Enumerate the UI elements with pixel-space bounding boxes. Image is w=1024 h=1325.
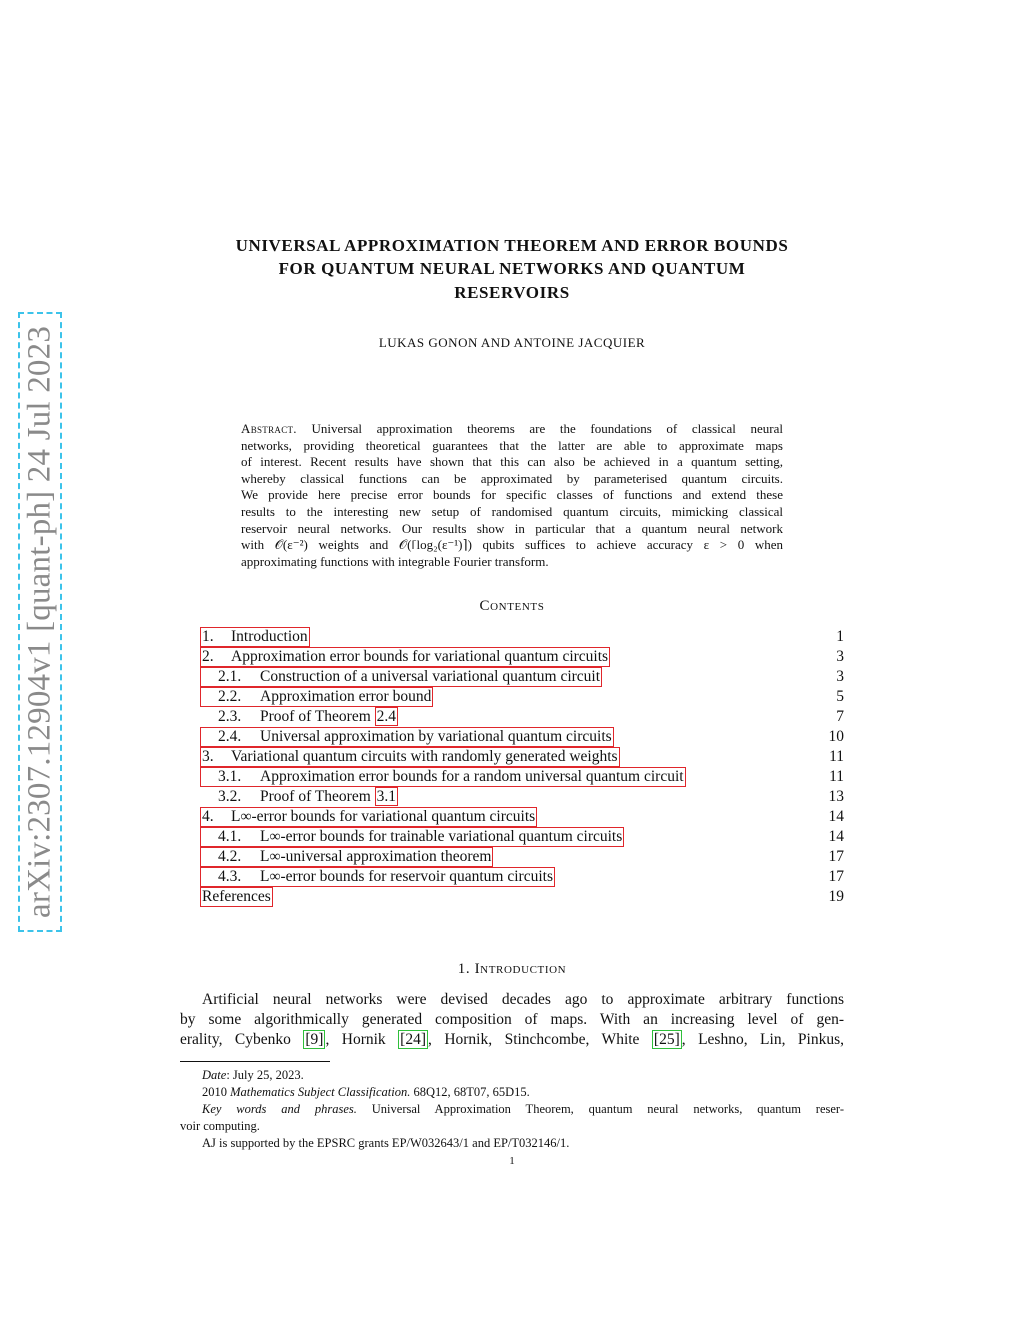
toc-entry (200, 827, 844, 847)
footnote-keywords-text: Universal Approximation Theorem, quantum neural networks, quantum reser- (356, 1102, 844, 1116)
toc-number: 2. (202, 648, 214, 665)
arxiv-identifier-stamp[interactable] (18, 312, 62, 932)
footnote-date (202, 1067, 866, 1084)
toc-link[interactable] (200, 667, 602, 687)
toc-title: Universal approximation by variational quantum circuits (260, 728, 612, 745)
toc-link[interactable] (200, 827, 624, 847)
citation-link[interactable]: [9] (305, 1031, 324, 1048)
toc-link[interactable] (200, 867, 555, 887)
toc-page-number: 17 (828, 868, 844, 885)
citation-link[interactable]: [25] (653, 1031, 680, 1048)
toc-link[interactable] (200, 727, 614, 747)
abstract-line: approximating functions with integrable Fourier transform. (241, 554, 549, 569)
toc-entry (200, 807, 844, 827)
toc-number: 2.3. (218, 708, 242, 725)
toc-page-number: 11 (829, 768, 844, 785)
toc-number: 4. (202, 808, 214, 825)
author-list: LUKAS GONON AND ANTOINE JACQUIER (378, 335, 646, 350)
toc-title: Approximation error bounds for variational quantum circuits (231, 648, 609, 665)
toc-entry (200, 787, 844, 807)
toc-entry-text (218, 787, 398, 807)
toc-page-number: 1 (836, 628, 844, 645)
body-text-line: Artificial neural networks were devised decades ago to approximate arbitrary functions (202, 991, 844, 1008)
toc-link[interactable] (200, 747, 620, 767)
body-text-fragment: erality, Cybenko (180, 1031, 304, 1048)
section-heading-introduction: 1. Introduction (457, 961, 567, 977)
toc-number: 4.2. (218, 848, 242, 865)
footnote-divider (180, 1061, 330, 1062)
toc-title: Introduction (231, 628, 308, 645)
footnote-msc-value: 68Q12, 68T07, 65D15. (410, 1085, 530, 1099)
toc-title: Approximation error bound (260, 688, 432, 705)
abstract-line: reservoir neural networks. Our results show in particular that a quantum neural network (241, 521, 783, 536)
toc-entry (200, 627, 844, 647)
toc-link[interactable] (200, 647, 610, 667)
toc-page-number: 10 (828, 728, 844, 745)
toc-number: 2.2. (218, 688, 242, 705)
toc-entry (200, 687, 844, 707)
toc-number: 2.1. (218, 668, 242, 685)
toc-entry (200, 667, 844, 687)
paper-title-line-1: UNIVERSAL APPROXIMATION THEOREM AND ERROR BOUNDS (235, 236, 789, 255)
toc-entry (200, 847, 844, 867)
abstract-line: with 𝒪(ε⁻²) weights and 𝒪(⌈log₂(ε⁻¹)⌉) qubits suffices to achieve accuracy ε > 0 when (241, 537, 783, 552)
toc-page-number: 14 (828, 808, 844, 825)
toc-page-number: 5 (836, 688, 844, 705)
toc-title: L∞-error bounds for variational quantum circuits (231, 808, 536, 825)
toc-entry (200, 887, 844, 907)
footnote-msc-label: Mathematics Subject Classification. (230, 1085, 411, 1099)
arxiv-identifier-text: arXiv:2307.12904v1 [quant-ph] 24 Jul 2023 (21, 325, 58, 919)
toc-page-number: 11 (829, 748, 844, 765)
body-text-fragment: , Hornik (325, 1031, 399, 1048)
toc-page-number: 14 (828, 828, 844, 845)
toc-page-number: 3 (836, 668, 844, 685)
toc-link[interactable] (200, 767, 686, 787)
toc-number: 4.3. (218, 868, 242, 885)
body-text-fragment: , Leshno, Lin, Pinkus, (681, 1031, 844, 1048)
abstract-line: whereby classical functions can be approximated by parameterised quantum circuits. (241, 471, 783, 486)
toc-page-number: 3 (836, 648, 844, 665)
toc-page-number: 7 (836, 708, 844, 725)
toc-link[interactable] (200, 807, 537, 827)
toc-link[interactable] (200, 687, 433, 707)
toc-link[interactable] (200, 847, 493, 867)
abstract-line: of interest. Recent results have shown that this can also be achieved in a quantum setting, (241, 454, 783, 469)
toc-title: Approximation error bounds for a random universal quantum circuit (260, 768, 684, 785)
body-text-line: by some algorithmically generated composition of maps. With an increasing level of gen- (180, 1011, 844, 1028)
toc-page-number: 17 (828, 848, 844, 865)
toc-page-number: 13 (828, 788, 844, 805)
toc-title: References (202, 888, 271, 905)
citation-link[interactable]: [24] (400, 1031, 426, 1048)
toc-entry-text (218, 707, 398, 727)
toc-title: L∞-error bounds for reservoir quantum circuits (260, 868, 553, 885)
abstract-line: networks, providing theoretical guarantees that the latter are able to approximate maps (241, 438, 783, 453)
abstract-label: Abstract. (241, 421, 297, 436)
footnote-msc (202, 1084, 866, 1101)
abstract-line: We provide here precise error bounds for specific classes of functions and extend these (241, 487, 783, 502)
theorem-reference-link[interactable]: 3.1 (376, 788, 397, 805)
toc-title: Construction of a universal variational quantum circuit (260, 668, 601, 685)
paper-title-line-3: RESERVOIRS (454, 283, 570, 302)
toc-title: Proof of Theorem (260, 708, 375, 725)
footnote-funding: AJ is supported by the EPSRC grants EP/W032643/1 and EP/T032146/1. (202, 1136, 570, 1150)
body-text-fragment: , Hornik, Stinchcombe, White (427, 1031, 652, 1048)
theorem-reference-link[interactable]: 2.4 (376, 708, 397, 725)
toc-title: L∞-error bounds for trainable variational quantum circuits (260, 828, 623, 845)
toc-title: L∞-universal approximation theorem (260, 848, 492, 865)
toc-title: Variational quantum circuits with randomly generated weights (231, 748, 618, 765)
toc-number: 2.4. (218, 728, 242, 745)
toc-entry (200, 767, 844, 787)
abstract-line (241, 421, 783, 437)
toc-title: Proof of Theorem (260, 788, 375, 805)
abstract-line: results to the interesting new setup of randomised quantum circuits, mimicking classical (241, 504, 783, 519)
toc-entry (200, 747, 844, 767)
toc-link[interactable] (200, 627, 310, 647)
footnote-keywords-label: Key words and phrases. (202, 1102, 357, 1116)
paper-title-line-2: FOR QUANTUM NEURAL NETWORKS AND QUANTUM (278, 259, 746, 278)
toc-page-number: 19 (828, 888, 844, 905)
footnote-msc-prefix: 2010 (202, 1085, 231, 1099)
toc-number: 3. (202, 748, 214, 765)
toc-number: 3.1. (218, 768, 242, 785)
toc-number: 1. (202, 628, 214, 645)
toc-entry (200, 727, 844, 747)
footnote-keywords (202, 1101, 844, 1118)
contents-heading: Contents (479, 598, 545, 614)
toc-entry (200, 707, 844, 727)
toc-entry (200, 867, 844, 887)
footnote-date-value: : July 25, 2023. (226, 1068, 304, 1082)
toc-entry (200, 647, 844, 667)
footnote-keywords-continued: voir computing. (180, 1119, 260, 1133)
body-text-line (180, 1030, 844, 1050)
toc-number: 4.1. (218, 828, 242, 845)
toc-link[interactable] (200, 887, 273, 907)
abstract-text: Universal approximation theorems are the foundations of classical neural (311, 421, 783, 436)
toc-number: 3.2. (218, 788, 242, 805)
footnote-date-label: Date (202, 1068, 227, 1082)
page-number: 1 (509, 1155, 515, 1167)
